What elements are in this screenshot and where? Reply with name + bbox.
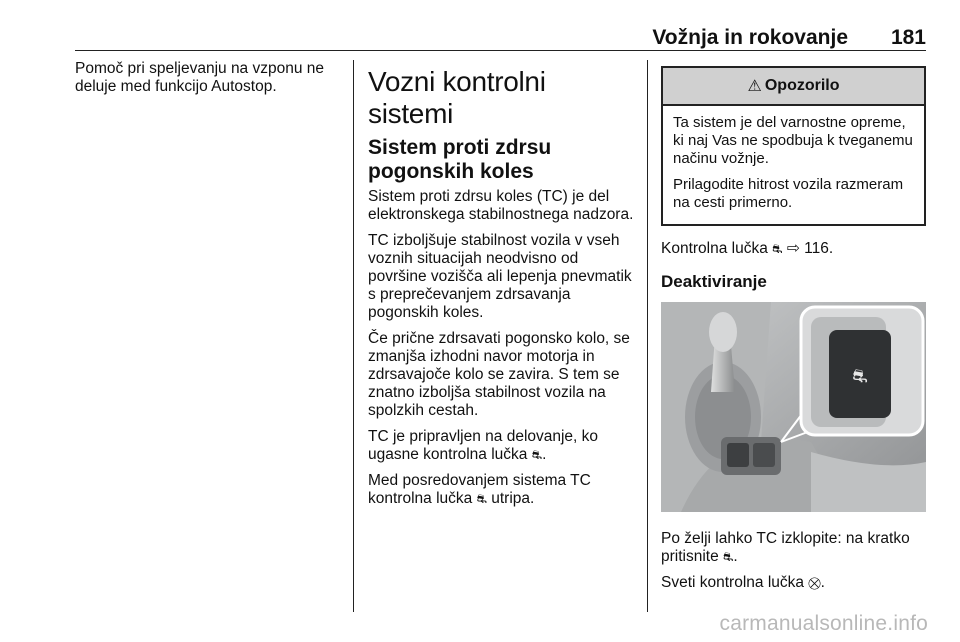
warning-box xyxy=(661,66,926,226)
paragraph-text: Sveti kontrolna lučka xyxy=(661,574,805,591)
paragraph-text: Med posredovanjem sistema TC kontrolna lučka xyxy=(368,472,591,507)
tc-warning-icon: ⛐ xyxy=(476,492,487,506)
warning-triangle-icon: ⚠ xyxy=(747,78,762,95)
tc-button-photo xyxy=(661,302,926,512)
paragraph: Po želji lahko TC izklopite: na kratko pritisnite ⛐. xyxy=(661,530,910,565)
paragraph-text: TC je pripravljen na delovanje, ko ugasne kontrolna lučka xyxy=(368,428,599,463)
page-number: 181 xyxy=(890,26,926,49)
paragraph-text: Kontrolna lučka xyxy=(661,240,768,257)
chapter-title: Vozni kontrolni sistemi xyxy=(368,66,546,129)
paragraph: TC je pripravljen na delovanje, ko ugasne kontrolna lučka ⛐. xyxy=(368,428,599,463)
paragraph: Prilagodite hitrost vozila razmeram na cesti primerno. xyxy=(673,176,904,211)
svg-text:⛐: ⛐ xyxy=(852,366,868,387)
paragraph: TC izboljšuje stabilnost vozila v vseh voznih situacijah neodvisno od površine vozišča ali lepenja pnevmatik s preprečevanjem zdrsavanja pogonskih koles. xyxy=(368,232,632,321)
cross-reference xyxy=(661,240,926,258)
warning-body xyxy=(663,106,924,224)
tc-warning-icon: ⛐ xyxy=(772,242,783,256)
reference-arrow-icon: ⇨ xyxy=(786,240,800,257)
column-right xyxy=(661,60,926,600)
paragraph xyxy=(368,472,636,508)
section-heading: Sistem proti zdrsu pogonskih koles xyxy=(368,136,552,183)
paragraph: Sistem proti zdrsu koles (TC) je del elektronskega stabilnostnega nadzora. xyxy=(368,188,634,223)
tc-warning-icon: ⛐ xyxy=(531,448,543,462)
section-title: Vožnja in rokovanje xyxy=(652,26,848,49)
paragraph: Sveti kontrolna lučka ⛒. xyxy=(661,574,825,591)
warning-header xyxy=(663,68,924,106)
column-divider xyxy=(647,60,648,612)
reference-page: 116. xyxy=(804,240,834,257)
page-header xyxy=(75,26,926,50)
paragraph-text: utripa. xyxy=(491,490,535,507)
paragraph-text: Po želji lahko TC izklopite: na kratko pritisnite xyxy=(661,530,910,565)
paragraph: Pomoč pri speljevanju na vzponu ne deluje med funkcijo Autostop. xyxy=(75,60,325,95)
tc-warning-icon: ⛐ xyxy=(723,550,734,564)
subsection-heading: Deaktiviranje xyxy=(661,272,767,291)
paragraph: Ta sistem je del varnostne opreme, ki naj Vas ne spodbuja k tveganemu načinu vožnje. xyxy=(673,114,913,167)
column-middle xyxy=(368,60,636,516)
column-left xyxy=(75,60,340,104)
watermark: carmanualsonline.info xyxy=(719,612,928,635)
tc-off-icon: ⛒ xyxy=(808,576,821,590)
column-divider xyxy=(353,60,354,612)
header-divider xyxy=(75,50,926,51)
paragraph: Če prične zdrsavati pogonsko kolo, se zmanjša izhodni navor motorja in zdrsavajoče kolo se zavira. S tem se znatno izboljša stabilnost vozila na spolzkih cestah. xyxy=(368,330,630,419)
warning-title: Opozorilo xyxy=(764,77,840,94)
